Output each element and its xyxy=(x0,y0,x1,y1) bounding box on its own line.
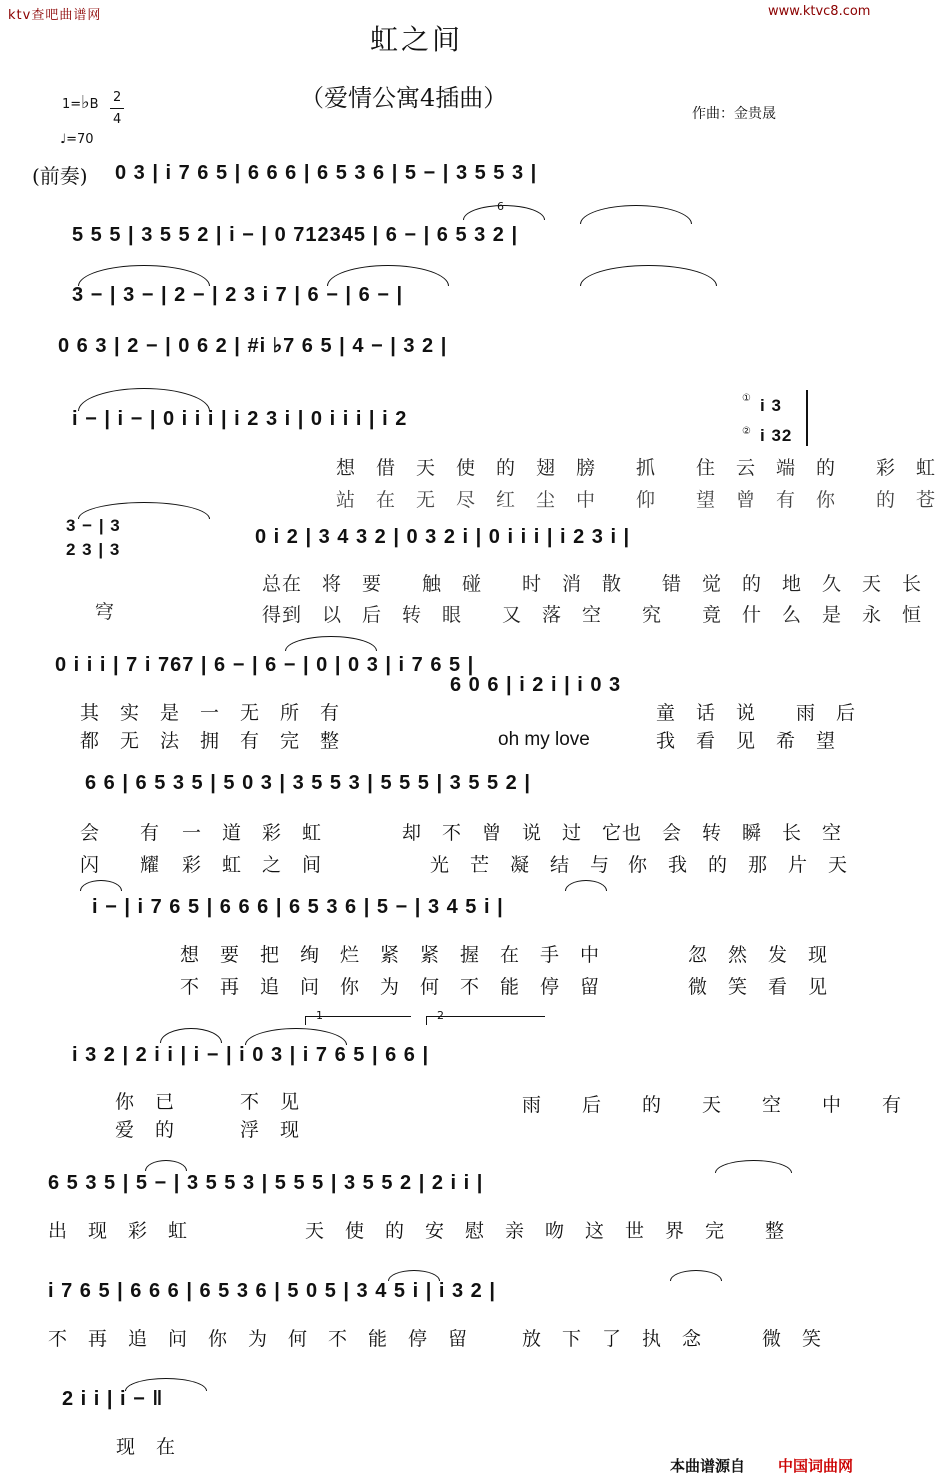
slur xyxy=(80,880,122,891)
notation-row-7: 0 i i i | 7 i 767 | 6 − | 6 − | 0 | 0 3 | i 7 6 5 | xyxy=(55,654,475,676)
site-watermark-left: ktv查吧曲谱网 xyxy=(8,8,102,23)
lyric-verse1-a: 你 已 xyxy=(115,1091,176,1113)
ending-1-marker: ① xyxy=(742,393,751,404)
site-watermark-right: www.ktvc8.com xyxy=(768,4,871,19)
lyric-verse2: 得到 以 后 转 眼 又 落 空 究 竟 什 么 是 永 恒 xyxy=(262,604,923,626)
slur xyxy=(463,205,545,220)
notation-row-6-left-bottom: 2 3 | 3 xyxy=(66,540,121,559)
lyric-line-right: 天 使 的 安 慰 亲 吻 这 世 界 完 整 xyxy=(305,1220,786,1242)
lyric-verse2-right: 微 笑 看 见 xyxy=(688,976,829,998)
time-top: 2 xyxy=(113,90,122,105)
lyric-verse2-a: 闪 耀 xyxy=(80,854,161,876)
barline xyxy=(806,390,808,446)
slur xyxy=(327,265,449,286)
lyric-verse1-a: 会 有 xyxy=(80,822,161,844)
notation-row-5: i − | i − | 0 i i i | i 2 3 i | 0 i i i | i 2 xyxy=(72,408,408,430)
notation-row-7-alt: 6 0 6 | i 2 i | i 0 3 xyxy=(450,674,622,696)
lyric-english: oh my love xyxy=(498,729,590,750)
lyric-verse2: 不 再 追 问 你 为 何 不 能 停 留 xyxy=(180,976,601,998)
source-site: 中国词曲网 xyxy=(778,1457,854,1475)
lyric-verse2-tail: 穹 xyxy=(95,601,116,623)
lyric-verse2-d: 你 我 的 那 片 天 xyxy=(628,854,849,876)
lyric-verse1-d: 也 会 转 瞬 长 空 xyxy=(622,822,843,844)
lyric-verse1-c: 却 不 曾 说 过 它 xyxy=(402,822,623,844)
notation-row-3: 3 − | 3 − | 2 − | 2 3 i 7 | 6 − | 6 − | xyxy=(72,284,404,306)
lyric-verse1-b: 一 道 彩 虹 xyxy=(182,822,323,844)
grace-mark: 6 xyxy=(497,200,504,213)
slur xyxy=(160,1028,222,1043)
composer: 作曲：金贵晟 xyxy=(692,106,776,122)
notation-row-11: 6 5 3 5 | 5 − | 3 5 5 3 | 5 5 5 | 3 5 5 2 | 2 i i | xyxy=(48,1172,484,1194)
notation-row-1: 0 3 | i 7 6 5 | 6 6 6 | 6 5 3 6 | 5 − | 3 5 5 3 | xyxy=(115,162,538,184)
notation-row-4: 0 6 3 | 2 − | 0 6 2 | #i ♭7 6 5 | 4 − | 3 2 | xyxy=(58,335,448,357)
notation-row-10: i 3 2 | 2 i i | i − | i 0 3 | i 7 6 5 | 6 6 | xyxy=(72,1044,430,1066)
lyric-verse1: 总在 将 要 触 碰 时 消 散 错 觉 的 地 久 天 长 xyxy=(262,573,923,595)
slur xyxy=(565,880,607,891)
lyric-line: 不 再 追 问 你 为 何 不 能 停 留 xyxy=(48,1328,469,1350)
slur xyxy=(580,205,692,224)
song-title: 虹之间 xyxy=(370,23,464,56)
lyric-verse2: 站 在 无 尽 红 尘 中 仰 望 曾 有 你 的 苍 xyxy=(336,489,936,511)
time-bottom: 4 xyxy=(113,112,122,127)
lyric-line-end: 微 笑 xyxy=(762,1328,823,1350)
slur xyxy=(715,1160,792,1173)
lyric-verse2: 都 无 法 拥 有 完 整 xyxy=(80,730,341,752)
lyric-verse2-right: 我 看 见 希 望 xyxy=(656,730,837,752)
notation-row-6-left-top: 3 − | 3 xyxy=(66,516,121,535)
notation-row-2: 5 5 5 | 3 5 5 2 | i − | 0 712345 | 6 − | 6 5 3 2 | xyxy=(72,224,519,246)
ending-2-notes: i 32 xyxy=(760,426,793,445)
slur xyxy=(285,636,377,651)
slur xyxy=(78,265,210,286)
lyric-verse1: 想 借 天 使 的 翅 膀 抓 住 云 端 的 彩 虹 xyxy=(336,457,936,479)
lyric-verse2-c: 光 芒 凝 结 与 xyxy=(430,854,611,876)
prelude-label: (前奏) xyxy=(32,164,88,188)
ending-2-marker: ② xyxy=(742,426,751,437)
lyric-verse1: 其 实 是 一 无 所 有 xyxy=(80,702,341,724)
lyric-line: 出 现 彩 虹 xyxy=(48,1220,189,1242)
lyric-verse1-right: 忽 然 发 现 xyxy=(688,944,829,966)
lyric-verse1-right: 童 话 说 雨 后 xyxy=(656,702,857,724)
lyric-verse2-b: 浮 现 xyxy=(240,1119,301,1141)
lyric-verse1-b: 不 见 xyxy=(240,1091,301,1113)
notation-row-9: i − | i 7 6 5 | 6 6 6 | 6 5 3 6 | 5 − | 3 4 5 i | xyxy=(92,896,504,918)
lyric-verse2-a: 爱 的 xyxy=(115,1119,176,1141)
notation-row-6: 0 i 2 | 3 4 3 2 | 0 3 2 i | 0 i i i | i 2 3 i | xyxy=(255,526,631,548)
lyric-verse1: 想 要 把 绚 烂 紧 紧 握 在 手 中 xyxy=(180,944,601,966)
time-divider xyxy=(110,108,124,109)
ending-1-notes: i 3 xyxy=(760,396,782,415)
slur xyxy=(670,1270,722,1281)
slur xyxy=(145,1160,187,1171)
lyric-line-right: 放 下 了 执 念 xyxy=(522,1328,703,1350)
song-subtitle: （爱情公寓4插曲） xyxy=(300,84,508,112)
lyric-verse2-b: 彩 虹 之 间 xyxy=(182,854,323,876)
tempo-mark: ♩=70 xyxy=(60,132,94,147)
key-signature: 1=♭B xyxy=(62,92,99,113)
slur xyxy=(245,1028,347,1045)
notation-row-8: 6 6 | 6 5 3 5 | 5 0 3 | 3 5 5 3 | 5 5 5 | 3 5 5 2 | xyxy=(85,772,531,794)
notation-row-13: 2 i i | i − ‖ xyxy=(62,1388,164,1410)
slur xyxy=(580,265,717,286)
volta-label-1: 1 xyxy=(316,1009,323,1022)
source-label: 本曲谱源自 xyxy=(670,1457,746,1475)
volta-label-2: 2 xyxy=(437,1009,444,1022)
lyric-verse1-c: 雨 后 的 天 空 中 有 xyxy=(522,1094,903,1116)
notation-row-12: i 7 6 5 | 6 6 6 | 6 5 3 6 | 5 0 5 | 3 4 5 i | i 3 2 | xyxy=(48,1280,496,1302)
lyric-line: 现 在 xyxy=(116,1436,177,1458)
